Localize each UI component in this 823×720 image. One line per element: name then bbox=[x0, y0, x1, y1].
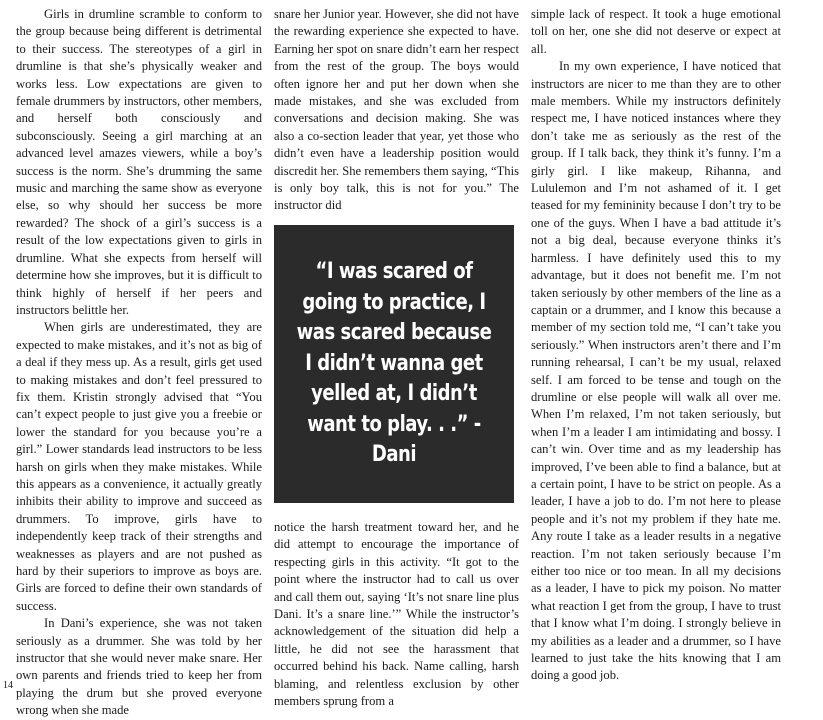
article-column-1 bbox=[16, 6, 262, 720]
paragraph: In my own experience, I have noticed that instructors are nicer to me than they are to other male members. While my instructors definitely respect me, I have noticed instances where they don’t take me as seriously as the rest of the group. If I talk back, they think it’s funny. I’m a girly girl. I like makeup, Rihanna, and Lululemon and I’m not ashamed of it. I get teased for my femininity because I don’t try to be one of the guys. When I have a bad attitude it’s not a big deal, because everyone thinks it’s harmless. I have definitely used this to my advantage, but it does not benefit me. I’m not taken seriously by other members of the line as a captain or a drummer, and I know this because a member of my section told me, “I can’t take you seriously.” When instructors aren’t there and I’m running rehearsal, I can’t be my usual, relaxed self. I am forced to be tense and tough on the drumline or else people will walk all over me. When I’m relaxed, I’m not taken seriously, but when I’m a leader I am intimidating and bossy. I can’t win. Over time and as my leadership has improved, I’ve been able to find a balance, but at a certain point, I have to be strict on people. As a leader, I have a job to do. I’m not here to please people and it’s not my problem if they hate me. Any route I take as a leader results in a negative reaction. I’m not taken seriously because I’m either too nice or too mean. In all my decisions as a leader, I have to pick my poison. No matter what reaction I get from the group, I have to trust that I know what I’m doing. I strongly believe in my abilities as a leader and a drummer, so I have learned to just take the hits knowing that I am doing a good job. bbox=[531, 59, 781, 683]
paragraph: When girls are underestimated, they are expected to make mistakes, and it’s not as big of a deal if they mess up. As a result, girls get used to making mistakes and don’t feel pressured to fix them. Kristin strongly advised that “You can’t expect people to just give you a freebie or lower the standard for you because you’re a girl.” Lower standards lead instructors to be less harsh on girls when they make mistakes. While this appears as a convenience, it actually greatly inhibits their ability to improve and succeed as drummers. To improve, girls have to independently keep track of their strengths and weaknesses as players and are not pushed as hard by their superiors to improve as boys are. Girls are forced to define their own standards of success. bbox=[16, 320, 262, 613]
article-column-2-top bbox=[274, 6, 519, 215]
pull-quote: “I was scared of going to practice, I was scared because I didn’t wanna get yelled at, I didn’t want to play. . .” -Dani bbox=[296, 259, 492, 468]
paragraph: Girls in drumline scramble to conform to the group because being different is detrimental to their success. The stereotypes of a girl in drumline is that she’s physically weaker and works less. Low expectations are given to female drummers by instructors, other members, and herself both consciously and subconsciously. Seeing a girl marching at an advanced level amazes viewers, while a boy’s success is the norm. She’s drumming the same music and marching the same show as everyone else, so why should her success be more rewarded? The shock of a girl’s success is a result of the low expectations given to girls in drumline. What she expects from herself will determine how she improves, but it is difficult to think highly of herself if her peers and instructors belittle her. bbox=[16, 7, 262, 317]
paragraph: notice the harsh treatment toward her, and he did attempt to encourage the importance of respecting girls in this activity. “It got to the point where the instructor had to call us over and call them out, saying ‘It’s not snare line plus Dani. It’s a snare line.’” While the instructor’s acknowledgement of the situation did help a little, he did not see the harassment that occurred behind his back. Name calling, harsh blaming, and relentless exclusion by other members sprung from a bbox=[274, 520, 519, 709]
paragraph: In Dani’s experience, she was not taken seriously as a drummer. She was told by her instructor that she would never make snare. Her own parents and friends tried to keep her from playing the drum but she proved everyone wrong when she made bbox=[16, 616, 262, 718]
page-number: 14 bbox=[3, 680, 13, 691]
paragraph: simple lack of respect. It took a huge emotional toll on her, one she did not deserve or expect at all. bbox=[531, 7, 781, 56]
article-column-3 bbox=[531, 6, 781, 685]
article-column-2-bottom bbox=[274, 519, 519, 710]
pull-quote-box bbox=[274, 225, 514, 503]
paragraph: snare her Junior year. However, she did not have the rewarding experience she expected to have. Earning her spot on snare didn’t earn her respect from the rest of the group. The boys would often ignore her and put her down when she made mistakes, and she was excluded from conversations and decision making. She was also a co-section leader that year, yet those who didn’t even have a leadership position would discredit her. She remembers them saying, “This is only boy talk, this is not for you.” The instructor did bbox=[274, 7, 519, 213]
